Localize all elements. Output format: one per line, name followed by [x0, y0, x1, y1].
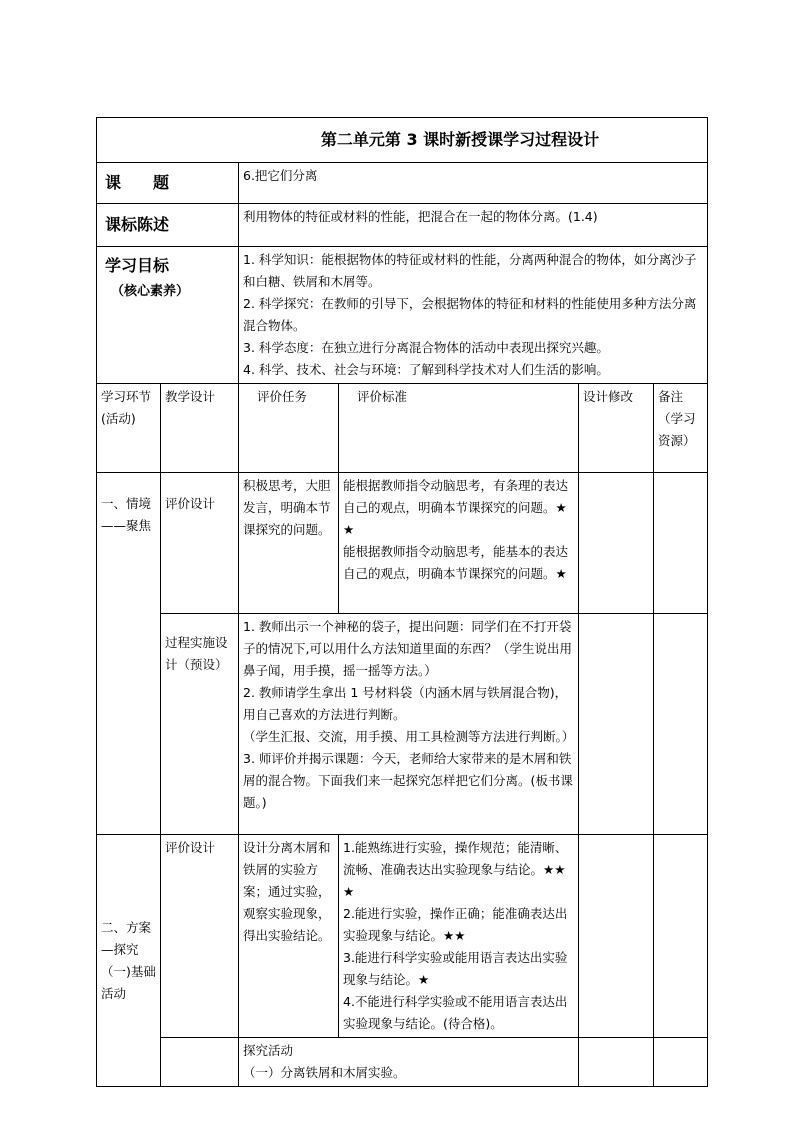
section1-modify-cell [579, 473, 654, 614]
section1-process [239, 614, 579, 835]
section1-process-row [97, 614, 708, 835]
criteria-item: 2.能进行实验，操作正确；能准确表达出实验现象与结论。★★ [343, 906, 568, 943]
goals-list [239, 247, 708, 384]
standard-row [97, 204, 708, 247]
section1-process-note-cell [654, 614, 708, 835]
section2-stage: 二、方案—探究（一)基础活动 [97, 835, 161, 1087]
criteria-item: 能根据教师指令动脑思考，能基本的表达自己的观点，明确本节课探究的问题。★ [343, 544, 569, 581]
section1-process-modify-cell [579, 614, 654, 835]
section1-eval-row [97, 473, 708, 614]
section1-task: 积极思考，大胆发言，明确本节课探究的问题。 [239, 473, 339, 614]
header-modify: 设计修改 [579, 384, 654, 473]
process-item: 1. 教师出示一个神秘的袋子，提出问题：同学们在不打开袋子的情况下,可以用什么方法知道里面的东西？（学生说出用鼻子闻，用手摸，摇一摇等方法。） [243, 619, 572, 678]
page-title: 第二单元第 3 课时新授课学习过程设计 [97, 118, 708, 163]
column-header-row [97, 384, 708, 473]
criteria-item: 能根据教师指令动脑思考，有条理的表达自己的观点，明确本节课探究的问题。★★ [343, 478, 569, 537]
section2-note-cell [654, 835, 708, 1038]
goal-item: 4. 科学、技术、社会与环境：了解到科学技术对人们生活的影响。 [243, 362, 609, 377]
criteria-item: 1.能熟练进行实验，操作规范；能清晰、流畅、准确表达出实验现象与结论。★★★ [343, 840, 568, 899]
section2-activity-row [97, 1038, 708, 1087]
section2-eval-row [97, 835, 708, 1038]
criteria-item: 4.不能进行科学实验或不能用语言表达出实验现象与结论。(待合格)。 [343, 994, 568, 1031]
section1-criteria [339, 473, 579, 614]
activity-item: （一）分离铁屑和木屑实验。 [243, 1065, 406, 1080]
goal-item: 3. 科学态度：在独立进行分离混合物体的活动中表现出探究兴趣。 [243, 340, 609, 355]
header-stage: 学习环节(活动) [97, 384, 161, 473]
process-item: （学生汇报、交流，用手摸、用工具检测等方法进行判断。） [243, 729, 575, 744]
goal-item: 2. 科学探究：在教师的引导下，会根据物体的特征和材料的性能使用多种方法分离混合物体。 [243, 296, 697, 333]
standard-label: 课标陈述 [97, 204, 239, 247]
topic-value: 6.把它们分离 [239, 163, 708, 204]
section1-eval-design: 评价设计 [161, 473, 239, 614]
topic-row [97, 163, 708, 204]
process-item: 3. 师评价并揭示课题：今天，老师给大家带来的是木屑和铁屑的混合物。下面我们来一起探究怎样把它们分离。(板书课题。) [243, 751, 573, 810]
goals-row [97, 247, 708, 384]
goal-item: 1. 科学知识：能根据物体的特征或材料的性能，分离两种混合的物体，如分离沙子和白糖、铁屑和木屑等。 [243, 252, 697, 289]
header-task: 评价任务 [239, 384, 339, 473]
section1-process-design: 过程实施设计（预设） [161, 614, 239, 835]
section2-activity-design-cell [161, 1038, 239, 1087]
section2-task: 设计分离木屑和铁屑的实验方案；通过实验，观察实验现象，得出实验结论。 [239, 835, 339, 1038]
topic-label: 课 题 [97, 163, 239, 204]
process-item: 2. 教师请学生拿出 1 号材料袋（内涵木屑与铁屑混合物)，用自己喜欢的方法进行判断。 [243, 685, 568, 722]
section2-criteria [339, 835, 579, 1038]
goals-sublabel: （核心素养） [111, 284, 190, 299]
lesson-plan-table [96, 117, 708, 1087]
goals-label-cell [97, 247, 239, 384]
section1-stage: 一、情境——聚焦 [97, 473, 161, 835]
criteria-item: 3.能进行科学实验或能用语言表达出实验现象与结论。★ [343, 950, 568, 987]
section2-eval-design: 评价设计 [161, 835, 239, 1038]
header-design: 教学设计 [161, 384, 239, 473]
activity-title: 探究活动 [243, 1043, 294, 1058]
header-criteria: 评价标准 [339, 384, 579, 473]
section1-note-cell [654, 473, 708, 614]
section2-activity-note-cell [654, 1038, 708, 1087]
section2-modify-cell [579, 835, 654, 1038]
section2-activity [239, 1038, 579, 1087]
section2-activity-modify-cell [579, 1038, 654, 1087]
header-note: 备注（学习资源） [654, 384, 708, 473]
goals-label: 学习目标 [105, 256, 170, 275]
lesson-plan-sheet [96, 117, 707, 1087]
standard-value: 利用物体的特征或材料的性能，把混合在一起的物体分离。(1.4) [239, 204, 708, 247]
